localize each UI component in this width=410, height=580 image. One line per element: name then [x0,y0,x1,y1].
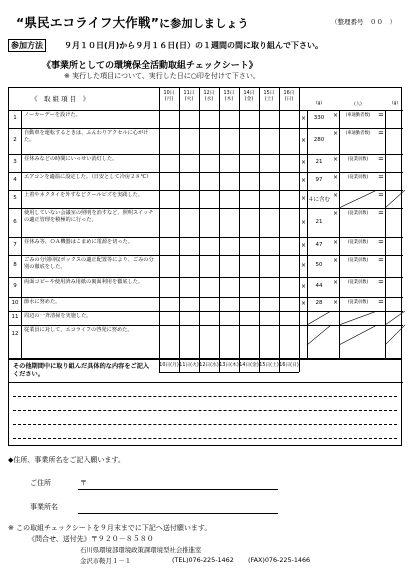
day-header [199,91,219,103]
multiply-sign: × [333,112,339,119]
multiply-sign: × [301,242,307,249]
day-date: 11日 [183,91,195,96]
day-check-cell[interactable] [239,325,259,345]
day-check-cell[interactable] [219,237,239,255]
item-text: 自動車を運転するときは、ふんわりアクセルに心がけた。 [24,130,149,143]
page-title: “県民エコライフ大作戦”に参加しましょう [16,15,249,30]
address-input-line[interactable] [78,489,278,490]
day-check-cell[interactable] [159,255,179,277]
day-check-cell[interactable] [259,154,279,172]
count-input[interactable] [339,136,377,154]
day-check-cell[interactable] [199,255,219,277]
address-heading: ◆住所、事業所名をご記入願います。 [8,456,125,464]
day-header [259,363,279,369]
item-number: 8 [13,262,17,268]
day-check-cell[interactable] [179,297,199,311]
equals-sign: = [378,191,384,199]
day-check-cell[interactable] [179,237,199,255]
day-check-cell[interactable] [239,154,259,172]
strike-cell [339,325,377,345]
count-input[interactable] [339,263,377,277]
count-basis-note: (従業員数) [347,175,369,180]
day-header [179,91,199,103]
day-check-cell[interactable] [239,110,259,128]
checklist-note: ※ 実行した項目について、実行した日に○印を付けて下さい。 [64,72,260,80]
day-check-cell[interactable] [279,110,299,128]
unit-grams: (g) [315,101,323,106]
day-check-cell[interactable] [159,110,179,128]
multiply-sign: × [301,115,307,122]
other-activities-label: その他期間中に取り組んだ具体的な内容をご記入ください。 [13,363,150,378]
co2-value: 47 [315,242,323,248]
item-number: 3 [13,159,17,165]
day-check-cell[interactable] [179,277,199,297]
item-number: 4 [13,177,17,183]
day-date: 15日 [263,91,275,96]
day-check-cell[interactable] [279,277,299,297]
item-number: 7 [13,242,17,248]
equals-sign: = [378,238,384,246]
day-check-cell[interactable] [239,237,259,255]
day-check-cell[interactable] [239,297,259,311]
strike-cell [339,311,377,325]
day-check-cell[interactable] [279,325,299,345]
day-check-cell[interactable] [239,128,259,154]
item-text: 従業員に対して、エコライフの啓発に努めた。 [24,327,133,333]
other-activities-box [8,359,402,446]
item-text: 上着やネクタイを外すなどクールビズを実践した。 [24,192,144,198]
day-check-cell[interactable] [219,297,239,311]
item-text: エアコンを適温に設定した。（日安として冷房２８℃） [24,174,152,180]
day-header [279,91,299,103]
day-check-cell[interactable] [279,255,299,277]
day-check-cell[interactable] [199,325,219,345]
day-date: 16日 [283,91,295,96]
multiply-sign: × [301,137,307,144]
contact-tel: (TEL)076-225-1462 [172,556,234,564]
co2-value: 280 [313,137,325,143]
strike-cell [307,325,331,345]
business-name-label: 事業所名 [30,503,58,511]
day-check-cell[interactable] [279,128,299,154]
multiply-sign: × [333,130,339,137]
multiply-sign: × [333,210,339,217]
strike-cell [385,325,405,345]
day-of-week: (月) [164,97,174,102]
day-check-cell[interactable] [159,172,179,190]
day-header [219,363,239,369]
day-of-week: (木) [224,97,234,102]
co2-value: 21 [315,218,323,225]
count-input[interactable] [339,216,377,237]
day-header [199,363,219,369]
day-check-cell[interactable] [219,325,239,345]
day-check-cell[interactable] [259,255,279,277]
day-check-cell[interactable] [279,237,299,255]
day-check-cell[interactable] [159,237,179,255]
item-number: 6 [13,218,17,225]
day-check-cell[interactable] [219,190,239,208]
day-of-week: (金) [244,97,254,102]
day-header [279,363,299,369]
day-check-cell[interactable] [219,255,239,277]
day-check-cell[interactable] [219,277,239,297]
item-text: 両面コピーや使用済み用紙の裏面利用を徹底した。 [24,279,144,285]
contact-address: 金沢市鞍月１－１ [80,557,132,565]
multiply-sign: × [301,159,307,166]
multiply-sign: × [333,192,339,199]
day-check-cell[interactable] [219,208,239,237]
item-text: 昼休み等、ＯＡ機器はこまめに電源を切った。 [24,239,133,245]
count-basis-note: (車通勤者数) [345,131,371,136]
co2-value: 330 [313,115,325,121]
day-date: 12日 [203,91,215,96]
column-header-item: 《 取 組 項 目 》 [31,95,90,103]
address-label: ご住所 [30,479,51,487]
day-check-cell[interactable] [259,190,279,208]
item-text: ノーカーデーを設けた。 [24,112,81,118]
co2-value: 50 [315,262,323,268]
count-input[interactable] [339,162,377,172]
item-number: 10 [11,300,19,306]
day-date: 13日 [223,91,235,96]
strike-cell [385,311,405,325]
multiply-sign: × [333,279,339,286]
day-check-cell[interactable] [259,172,279,190]
submission-note: ※ この取組チェックシートを９月末までに下記へ送付願います。 [8,524,212,532]
equals-sign: = [378,129,384,137]
equals-sign: = [378,278,384,286]
item-text: ごみの分別回収ボックスの適正配置等により、ごみの分別の徹底をした。 [24,257,154,270]
day-check-cell[interactable] [179,172,199,190]
count-basis-note: (従業員数) [347,300,369,305]
day-check-cell[interactable] [179,190,199,208]
count-input[interactable] [339,180,377,190]
item-text: 昼休みなどの時間にいっせい消灯した。 [24,156,118,162]
day-date: 15日(土) [259,363,279,368]
day-check-cell[interactable] [199,237,219,255]
day-check-cell[interactable] [279,297,299,311]
co2-value: 44 [315,283,323,289]
strike-cell [385,190,405,208]
day-date: 16日(日) [279,363,299,368]
day-check-cell[interactable] [239,208,259,237]
day-check-cell[interactable] [199,172,219,190]
day-check-cell[interactable] [179,325,199,345]
day-check-cell[interactable] [279,208,299,237]
day-check-cell[interactable] [159,128,179,154]
multiply-sign: × [333,174,339,181]
day-check-cell[interactable] [179,110,199,128]
strike-cell [339,190,377,208]
day-check-cell[interactable] [179,255,199,277]
contact-fax: (FAX)076-225-1466 [248,556,311,564]
day-date: 10日(月) [159,363,179,368]
day-header [239,363,259,369]
campaign-name: 県民エコライフ大作戦 [24,15,151,30]
day-date: 10日 [163,91,175,96]
unit-grams-total: (g) [391,101,399,106]
equals-sign: = [378,173,384,181]
equals-sign: = [378,298,384,306]
day-check-cell[interactable] [199,297,219,311]
day-check-cell[interactable] [159,325,179,345]
day-date: 11日(火) [179,363,199,368]
checklist-title: 《事業所としての環境保全活動取組チェックシート》 [42,61,258,71]
day-of-week: (土) [264,97,274,102]
multiply-sign: × [333,156,339,163]
equals-sign: = [378,155,384,163]
day-check-cell[interactable] [279,172,299,190]
day-check-cell[interactable] [239,172,259,190]
day-check-cell[interactable] [259,297,279,311]
co2-value: ４に含む [307,197,330,203]
checklist-table [8,87,402,359]
count-basis-note: (従業員数) [347,258,369,263]
equals-sign: = [378,209,384,217]
day-check-cell[interactable] [199,277,219,297]
item-number: 9 [13,283,17,289]
day-check-cell[interactable] [259,128,279,154]
method-text: ９月１０日(月)から９月１６日(日）の１週間の間に取り組んで下さい。 [64,41,323,50]
day-check-cell[interactable] [219,110,239,128]
count-input[interactable] [339,118,377,128]
co2-value: 28 [315,300,323,306]
writing-line[interactable] [13,424,397,425]
day-date: 14日 [243,91,255,96]
multiply-sign: × [301,300,307,307]
day-check-cell[interactable] [259,325,279,345]
day-check-cell[interactable] [199,208,219,237]
day-header [219,91,239,103]
item-number: 5 [13,195,17,201]
business-name-input-line[interactable] [78,513,278,514]
day-check-cell[interactable] [259,277,279,297]
day-date: 13日(木) [219,363,239,368]
multiply-sign: × [301,177,307,184]
day-check-cell[interactable] [199,154,219,172]
day-check-cell[interactable] [239,277,259,297]
count-basis-note: (従業員数) [347,211,369,216]
co2-value: 97 [315,177,323,183]
writing-line[interactable] [13,438,397,439]
contact-label: 《問合せ、送付先》〒９２０－８５８０ [28,535,154,543]
contact-org: 石川県環境部環境政策課環境型社会推進室 [80,546,202,554]
multiply-sign: × [301,262,307,269]
day-check-cell[interactable] [259,237,279,255]
method-label: 参加方法 [8,39,46,52]
day-check-cell[interactable] [199,110,219,128]
day-check-cell[interactable] [279,311,299,325]
day-date: 12日(水) [199,363,219,368]
day-check-cell[interactable] [179,154,199,172]
count-basis-note: (車通勤者数) [345,113,371,118]
reference-number: （整理番号 ００ ） [331,18,396,26]
day-check-cell[interactable] [259,110,279,128]
day-check-cell[interactable] [219,154,239,172]
count-input[interactable] [339,245,377,255]
day-header [159,363,179,369]
postal-mark: 〒 [80,479,87,487]
day-check-cell[interactable] [199,190,219,208]
count-basis-note: (従業員数) [347,157,369,162]
day-check-cell[interactable] [239,311,259,325]
day-check-cell[interactable] [279,154,299,172]
day-check-cell[interactable] [159,277,179,297]
day-check-cell[interactable] [159,311,179,325]
day-check-cell[interactable] [239,255,259,277]
day-of-week: (日) [284,97,294,102]
multiply-sign: × [333,299,339,306]
item-number: 2 [13,137,17,143]
day-check-cell[interactable] [159,297,179,311]
item-text: 節水に努めた。 [24,299,61,305]
count-basis-note: (従業員数) [347,280,369,285]
unit-persons: (人) [354,102,362,107]
day-check-cell[interactable] [159,190,179,208]
day-check-cell[interactable] [219,172,239,190]
day-check-cell[interactable] [239,190,259,208]
multiply-sign: × [333,239,339,246]
day-check-cell[interactable] [199,311,219,325]
day-date: 14日(金) [239,363,259,368]
item-number: 11 [11,314,19,320]
day-check-cell[interactable] [179,311,199,325]
multiply-sign: × [333,257,339,264]
equals-sign: = [378,256,384,264]
day-header [159,91,179,103]
item-number: 12 [11,331,19,337]
writing-line[interactable] [13,396,397,397]
day-check-cell[interactable] [159,208,179,237]
item-text: 周辺の一斉清掃を実施した。 [24,313,92,319]
writing-line[interactable] [13,410,397,411]
multiply-sign: × [301,195,307,202]
co2-value: 21 [315,159,323,165]
day-check-cell[interactable] [179,208,199,237]
multiply-sign: × [301,218,307,226]
day-check-cell[interactable] [179,128,199,154]
day-header [259,91,279,103]
count-input[interactable] [339,285,377,297]
day-check-cell[interactable] [219,128,239,154]
day-of-week: (火) [184,97,194,102]
equals-sign: = [378,111,384,119]
strike-cell [307,311,331,325]
multiply-sign: × [301,283,307,290]
day-header [239,91,259,103]
day-header [179,363,199,369]
day-of-week: (水) [204,97,214,102]
count-basis-note: (従業員数) [347,240,369,245]
day-check-cell[interactable] [259,208,279,237]
day-check-cell[interactable] [219,311,239,325]
day-check-cell[interactable] [159,154,179,172]
day-check-cell[interactable] [279,190,299,208]
item-number: 1 [13,115,17,121]
item-text: 使用していない会議室の照明を消すなど、照明スイッチの適正管理を積極的に行った。 [24,210,154,223]
day-check-cell[interactable] [259,311,279,325]
day-check-cell[interactable] [199,128,219,154]
